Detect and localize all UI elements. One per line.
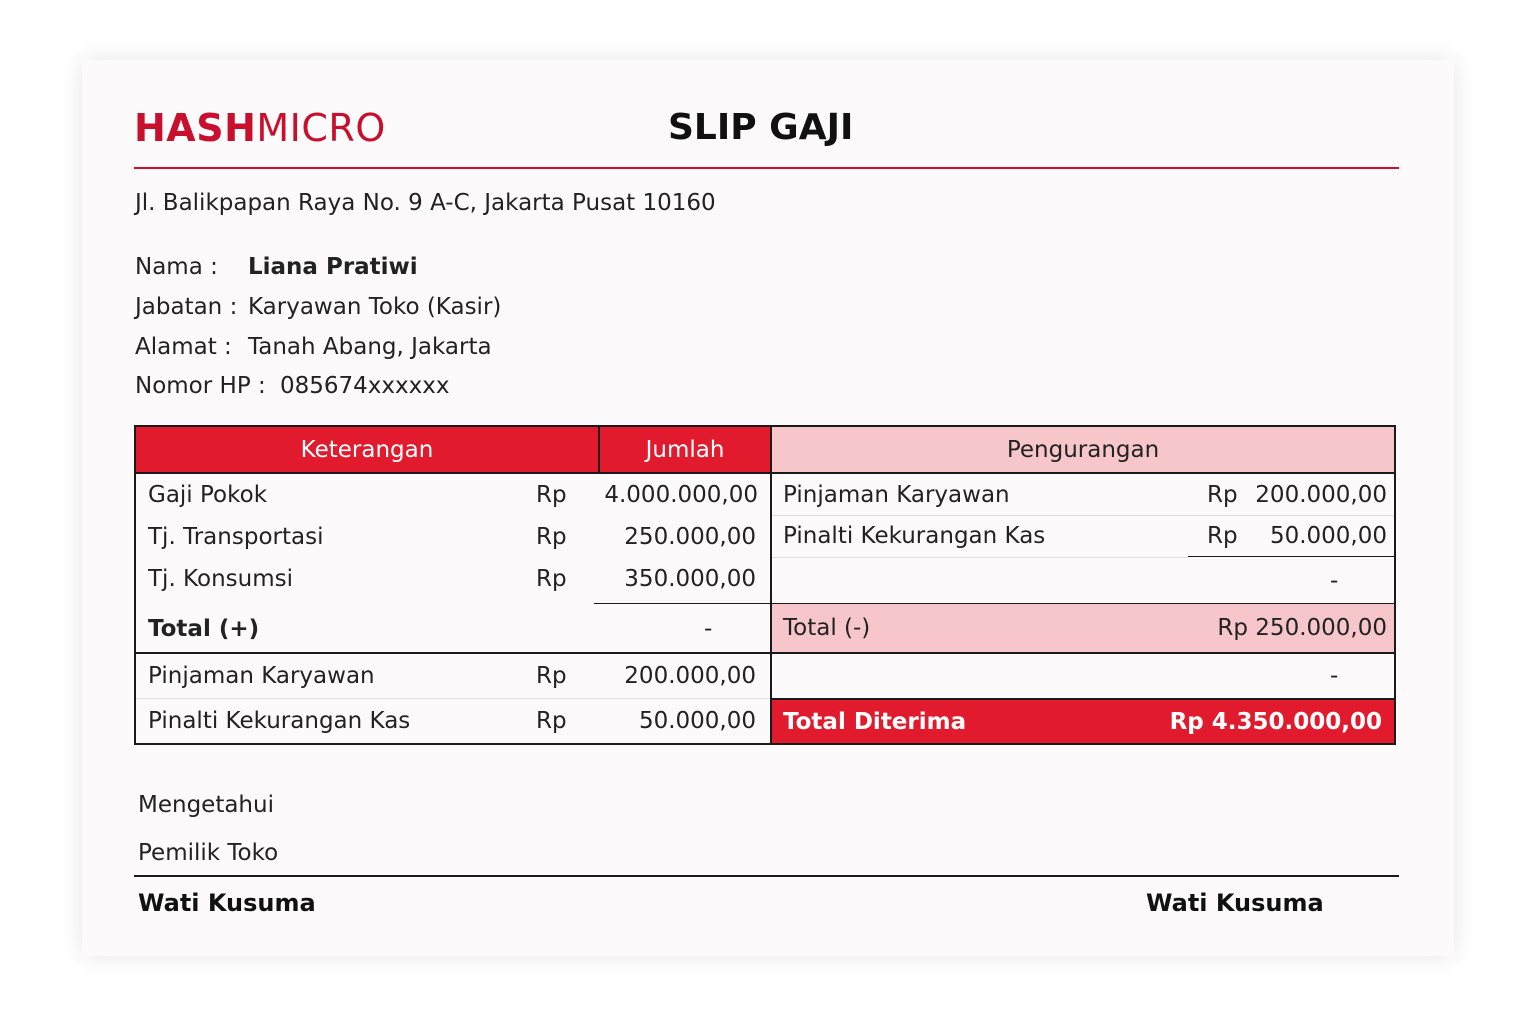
hashmicro-logo — [134, 108, 386, 148]
sum-line-right — [1188, 556, 1394, 557]
employee-address: Tanah Abang, Jakarta — [248, 334, 492, 360]
total-received-label: Total Diterima — [783, 700, 1043, 743]
employee-position: Karyawan Toko (Kasir) — [248, 294, 502, 320]
deduction-right-label: Pinalti Kekurangan Kas — [783, 523, 1046, 549]
header-keterangan: Keterangan — [136, 427, 598, 472]
employee-name-row — [135, 252, 418, 282]
deduction-label: Pinalti Kekurangan Kas — [148, 708, 411, 734]
earning-amount: 350.000,00 — [624, 566, 756, 592]
right-blank-value: - — [1330, 567, 1339, 594]
deduction-label: Pinjaman Karyawan — [148, 663, 375, 689]
employee-position-row — [135, 292, 501, 322]
document-title: SLIP GAJI — [668, 107, 854, 148]
employee-address-row — [135, 332, 492, 362]
deduction-currency: Rp — [536, 708, 567, 734]
earning-amount: 250.000,00 — [624, 524, 756, 550]
address-label: Alamat : — [135, 334, 232, 360]
employee-name: Liana Pratiwi — [248, 254, 418, 280]
deduction-right-label: Pinjaman Karyawan — [783, 482, 1010, 508]
header-divider-1 — [598, 427, 600, 472]
total-plus-label: Total (+) — [148, 615, 260, 642]
company-address: Jl. Balikpapan Raya No. 9 A-C, Jakarta Pusat 10160 — [135, 190, 716, 216]
earning-currency: Rp — [536, 566, 567, 592]
earning-amount: 4.000.000,00 — [604, 482, 758, 508]
deduction-amount: 50.000,00 — [638, 708, 756, 734]
acknowledged-label: Mengetahui — [138, 792, 274, 818]
earning-currency: Rp — [536, 482, 567, 508]
logo-text-bold: HASH — [134, 106, 257, 150]
total-minus-label: Total (-) — [783, 615, 871, 641]
header-divider — [134, 167, 1399, 169]
signature-name-left: Wati Kusuma — [138, 889, 316, 917]
right-blank-value: - — [1330, 663, 1339, 689]
earning-label: Gaji Pokok — [148, 482, 268, 508]
header-pengurangan: Pengurangan — [772, 427, 1394, 472]
header-jumlah: Jumlah — [600, 427, 770, 472]
name-label: Nama : — [135, 254, 218, 280]
salary-table — [134, 425, 1396, 745]
store-owner-label: Pemilik Toko — [138, 840, 279, 866]
position-label: Jabatan : — [135, 294, 238, 320]
salary-slip-card — [82, 60, 1454, 956]
deduction-currency: Rp — [536, 663, 567, 689]
logo-text-light: MICRO — [256, 106, 386, 150]
table-middle-divider — [770, 427, 772, 743]
total-minus-value: Rp 250.000,00 — [1217, 615, 1387, 641]
earning-label: Tj. Transportasi — [148, 524, 324, 550]
signature-line — [134, 875, 1399, 877]
sum-line — [594, 603, 770, 604]
deduction-right-currency: Rp — [1207, 523, 1238, 549]
total-received-value: Rp 4.350.000,00 — [1084, 700, 1382, 743]
row-separator — [772, 557, 1188, 558]
employee-phone: 085674xxxxxx — [280, 373, 450, 399]
total-plus-value: - — [704, 615, 713, 642]
deduction-right-currency: Rp — [1207, 482, 1238, 508]
earning-label: Tj. Konsumsi — [148, 566, 293, 592]
deduction-right-amount: 50.000,00 — [1269, 523, 1387, 549]
earning-currency: Rp — [536, 524, 567, 550]
employee-phone-row — [135, 371, 449, 401]
signature-name-right: Wati Kusuma — [1146, 889, 1324, 917]
phone-label: Nomor HP : — [135, 373, 266, 399]
deduction-right-amount: 200.000,00 — [1255, 482, 1387, 508]
total-minus-bottom-line — [772, 652, 1394, 654]
deduction-amount: 200.000,00 — [624, 663, 756, 689]
